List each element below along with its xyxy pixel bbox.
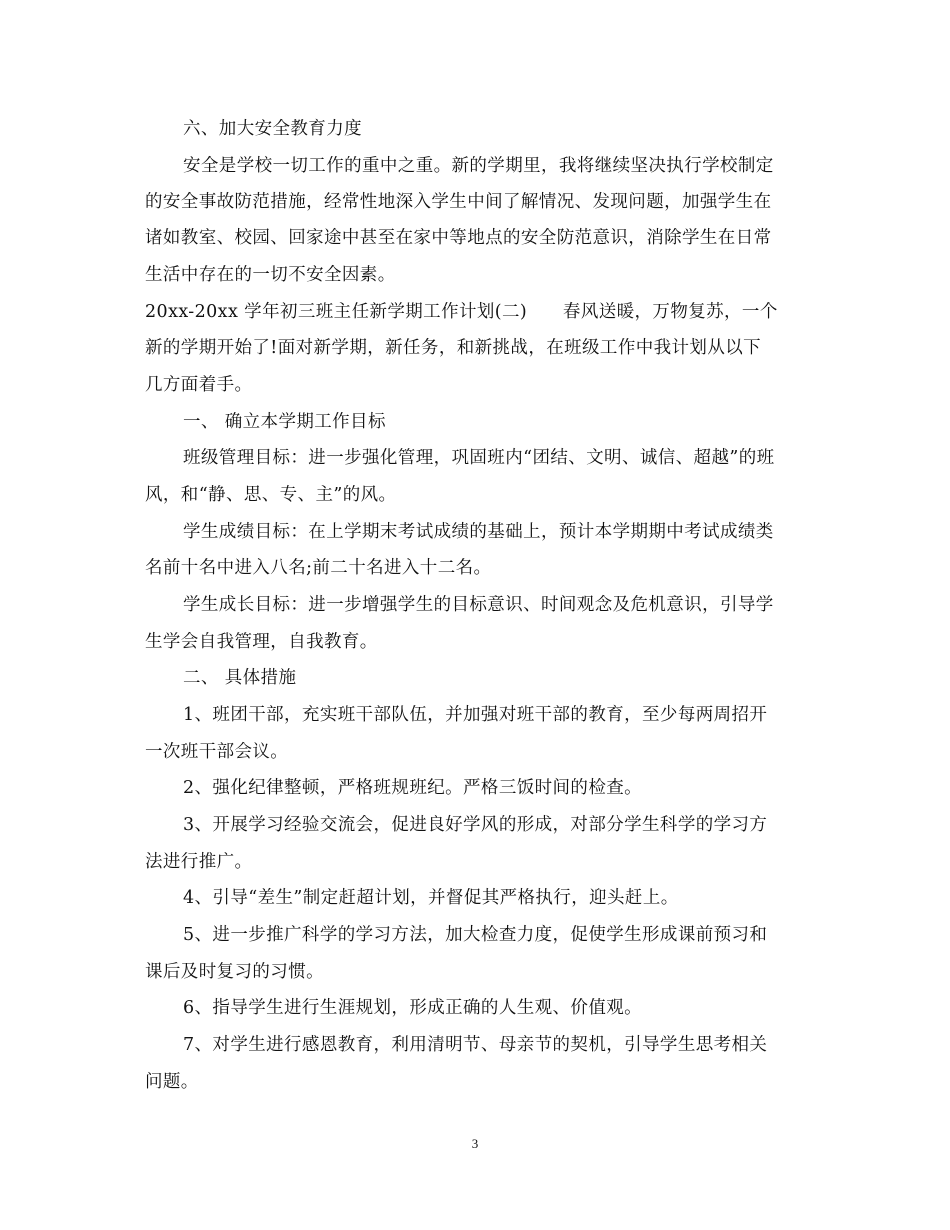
paragraph-line: 学生成绩目标：在上学期末考试成绩的基础上，预计本学期期中考试成绩类 <box>183 522 774 542</box>
list-item: 2、强化纪律整顿，严格班规班纪。严格三饭时间的检查。 <box>183 778 643 798</box>
paragraph-line: 几方面着手。 <box>145 375 253 395</box>
paragraph-line: 生活中存在的一切不安全因素。 <box>145 265 396 285</box>
section-heading-goals: 一、 确立本学期工作目标 <box>183 412 386 432</box>
list-item: 6、指导学生进行生涯规划，形成正确的人生观、价值观。 <box>183 998 643 1018</box>
paragraph-line: 安全是学校一切工作的重中之重。新的学期里，我将继续坚决执行学校制定 <box>183 156 774 176</box>
page-number: 3 <box>471 1136 479 1151</box>
list-item: 4、引导“差生”制定赶超计划，并督促其严格执行，迎头赶上。 <box>183 888 679 908</box>
paragraph-line: 名前十名中进入八名;前二十名进入十二名。 <box>145 558 492 578</box>
paragraph-line: 一次班干部会议。 <box>145 742 289 762</box>
paragraph-line: 新的学期开始了!面对新学期，新任务，和新挑战，在班级工作中我计划从以下 <box>145 338 762 358</box>
paragraph-line: 20xx-20xx 学年初三班主任新学期工作计划(二) 春风送暖，万物复苏，一个 <box>145 302 778 322</box>
paragraph-line: 课后及时复习的习惯。 <box>145 962 324 982</box>
paragraph-line: 问题。 <box>145 1072 199 1092</box>
list-item: 1、班团干部，充实班干部队伍，并加强对班干部的教育，至少每两周招开 <box>183 705 768 725</box>
paragraph-line: 班级管理目标：进一步强化管理，巩固班内“团结、文明、诚信、超越”的班 <box>183 448 775 468</box>
paragraph-line: 学生成长目标：进一步增强学生的目标意识、时间观念及危机意识，引导学 <box>183 595 774 615</box>
section-heading-measures: 二、 具体措施 <box>183 668 297 688</box>
paragraph-line: 风，和“静、思、专、主”的风。 <box>145 485 397 505</box>
list-item: 5、进一步推广科学的学习方法，加大检查力度，促使学生形成课前预习和 <box>183 925 768 945</box>
paragraph-line: 诸如教室、校园、回家途中甚至在家中等地点的安全防范意识，消除学生在日常 <box>145 228 772 248</box>
paragraph-line: 法进行推广。 <box>145 852 253 872</box>
list-item: 7、对学生进行感恩教育，利用清明节、母亲节的契机，引导学生思考相关 <box>183 1035 768 1055</box>
section-heading-safety: 六、加大安全教育力度 <box>183 119 362 139</box>
list-item: 3、开展学习经验交流会，促进良好学风的形成，对部分学生科学的学习方 <box>183 815 768 835</box>
paragraph-line: 生学会自我管理，自我教育。 <box>145 632 378 652</box>
paragraph-line: 的安全事故防范措施，经常性地深入学生中间了解情况、发现问题，加强学生在 <box>145 192 772 212</box>
